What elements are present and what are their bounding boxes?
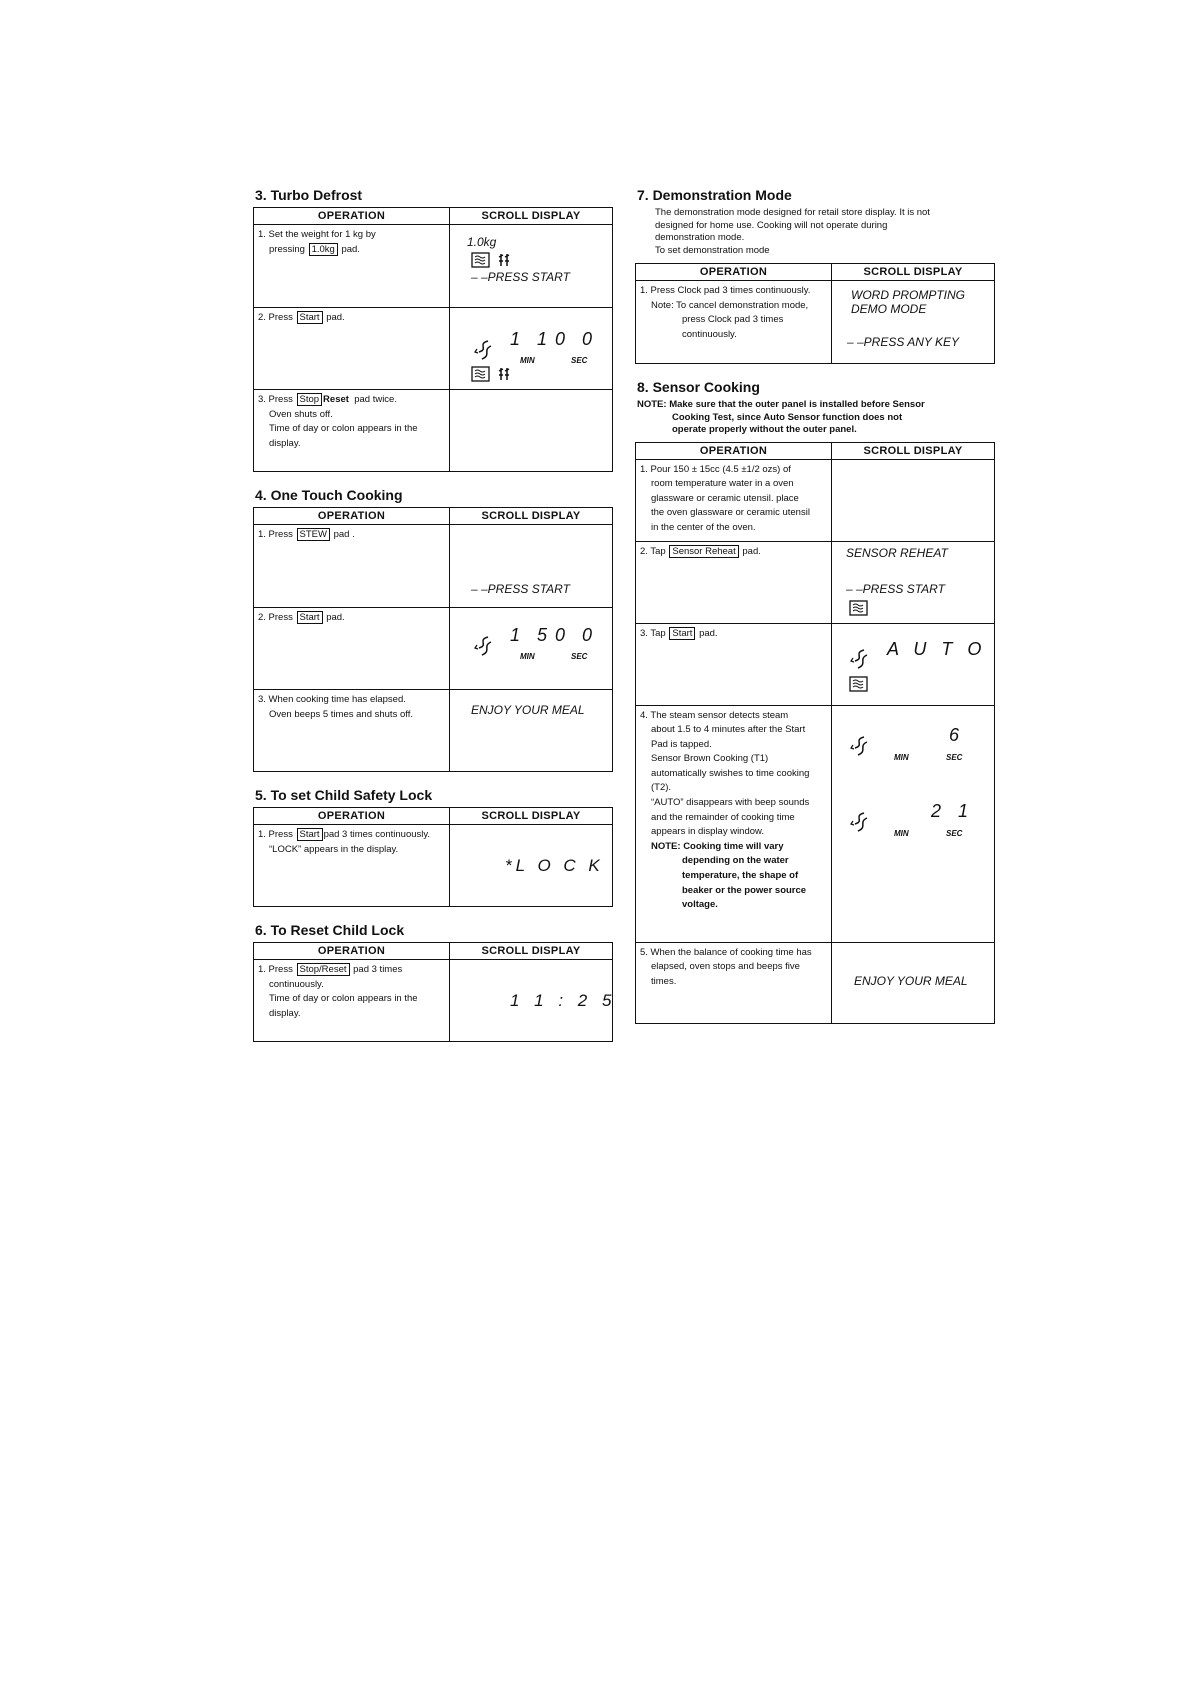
display-cell	[450, 390, 613, 472]
operation-header: OPERATION	[636, 264, 832, 281]
operation-header: OPERATION	[254, 508, 450, 525]
defrost-icon	[498, 367, 510, 381]
operation-header: OPERATION	[254, 808, 450, 825]
sensor-cooking-table	[635, 442, 995, 1024]
sensor-reheat-key: Sensor Reheat	[669, 545, 738, 558]
cooking-icon	[474, 338, 494, 362]
display-cell: A U T O	[832, 623, 995, 705]
section-one-touch-cooking	[253, 486, 613, 772]
step-cell: 2. Tap Sensor Reheat pad.	[636, 541, 832, 623]
section-child-lock-reset	[253, 921, 617, 1042]
stop-reset-key: Stop/Reset	[297, 963, 350, 976]
display-cell: 1 1 : 2 5	[450, 960, 613, 1042]
step-cell: 5. When the balance of cooking time has elapsed, oven stops and beeps five times.	[636, 942, 832, 1023]
scroll-display-header: SCROLL DISPLAY	[832, 264, 995, 281]
child-lock-set-table	[253, 807, 613, 907]
step-cell: 3. Press Stop Reset pad twice. Oven shuts off. Time of day or colon appears in the display.	[254, 390, 450, 472]
cooking-icon	[850, 734, 870, 758]
scroll-display-header: SCROLL DISPLAY	[450, 208, 613, 225]
display-cell: ENJOY YOUR MEAL	[450, 690, 613, 772]
step-cell: 1. Press Clock pad 3 times continuously. Note: To cancel demonstration mode, press Clock pad 3 times continuously.	[636, 281, 832, 364]
step-cell: 2. Press Start pad.	[254, 308, 450, 390]
demo-mode-table	[635, 263, 995, 364]
scroll-display-header: SCROLL DISPLAY	[450, 808, 613, 825]
operation-header: OPERATION	[636, 442, 832, 459]
display-cell	[832, 459, 995, 541]
step-cell: 2. Press Start pad.	[254, 608, 450, 690]
operation-header: OPERATION	[254, 208, 450, 225]
one-touch-table	[253, 507, 613, 772]
section-child-lock-set	[253, 786, 613, 907]
section-turbo-defrost	[253, 186, 613, 472]
demo-intro: The demonstration mode designed for retail store display. It is not designed for home use. Cooking will not operate during demonstration mode. To set demonstration mode	[655, 207, 930, 256]
scroll-display-header: SCROLL DISPLAY	[832, 442, 995, 459]
cooking-icon	[474, 634, 494, 658]
microwave-wave-icon	[849, 676, 869, 692]
microwave-wave-icon	[471, 366, 491, 382]
start-key: Start	[297, 611, 323, 624]
start-key: Start	[669, 627, 695, 640]
sensor-note: NOTE: Make sure that the outer panel is installed before Sensor Cooking Test, since Auto Sensor function does not operate properly without the outer panel.	[637, 399, 925, 435]
display-cell: 1 5 0 0 MIN SEC	[450, 608, 613, 690]
display-cell: 6 MIN SEC 2 1 MIN SEC	[832, 705, 995, 942]
start-key: Start	[297, 311, 323, 324]
section-demonstration-mode	[635, 186, 995, 364]
display-cell: 1.0kg – –PRESS START	[450, 225, 613, 308]
child-lock-reset-table	[253, 942, 617, 1042]
step-cell: 1. Press Stop/Reset pad 3 times continuously. Time of day or colon appears in the display.	[254, 960, 450, 1042]
step-cell: 3. Tap Start pad.	[636, 623, 832, 705]
scroll-display-header: SCROLL DISPLAY	[450, 943, 613, 960]
step-cell: 3. When cooking time has elapsed. Oven beeps 5 times and shuts off.	[254, 690, 450, 772]
step-cell: 4. The steam sensor detects steam about 1.5 to 4 minutes after the Start Pad is tapped. Sensor Brown Cooking (T1) automatically swishes to time cooking (T2). “AUTO” disappears with beep sounds and the remainder of cooking time appears in display window. NOTE: Cooking time will vary depending on the water temperature, the shape of beaker or the power source voltage.	[636, 705, 832, 942]
scroll-display-header: SCROLL DISPLAY	[450, 508, 613, 525]
left-column	[253, 186, 617, 1056]
step-cell: 1. Press Start pad 3 times continuously. “LOCK” appears in the display.	[254, 825, 450, 907]
operation-header: OPERATION	[254, 943, 450, 960]
cooking-icon	[850, 647, 870, 671]
cooking-icon	[850, 810, 870, 834]
section-title: 4. One Touch Cooking	[255, 487, 403, 503]
section-title: 8. Sensor Cooking	[637, 379, 760, 395]
turbo-defrost-table	[253, 207, 613, 472]
defrost-icon	[498, 253, 510, 267]
weight-key: 1.0kg	[309, 243, 338, 256]
section-title: 6. To Reset Child Lock	[255, 922, 405, 938]
step-cell: 1. Press STEW pad .	[254, 525, 450, 608]
section-sensor-cooking	[635, 378, 995, 1024]
start-key: Start	[297, 828, 323, 841]
step-cell: 1. Set the weight for 1 kg by pressing 1.0kg pad.	[254, 225, 450, 308]
display-cell: ENJOY YOUR MEAL	[832, 942, 995, 1023]
right-column	[635, 186, 995, 1024]
display-cell: – –PRESS START	[450, 525, 613, 608]
stew-key: STEW	[297, 528, 330, 541]
microwave-wave-icon	[849, 600, 869, 616]
stop-key: Stop	[297, 393, 323, 406]
microwave-wave-icon	[471, 252, 491, 268]
section-title: 5. To set Child Safety Lock	[255, 787, 433, 803]
display-cell: SENSOR REHEAT – –PRESS START	[832, 541, 995, 623]
section-title: 7. Demonstration Mode	[637, 187, 792, 203]
display-cell: WORD PROMPTING DEMO MODE – –PRESS ANY KEY	[832, 281, 995, 364]
display-cell: 1 1 0 0 MIN SEC	[450, 308, 613, 390]
step-cell: 1. Pour 150 ± 15cc (4.5 ±1/2 ozs) of room temperature water in a oven glassware or ceramic utensil. place the oven glassware or ceramic utensil in the center of the oven.	[636, 459, 832, 541]
section-title: 3. Turbo Defrost	[255, 187, 363, 203]
display-cell: *L O C K	[450, 825, 613, 907]
